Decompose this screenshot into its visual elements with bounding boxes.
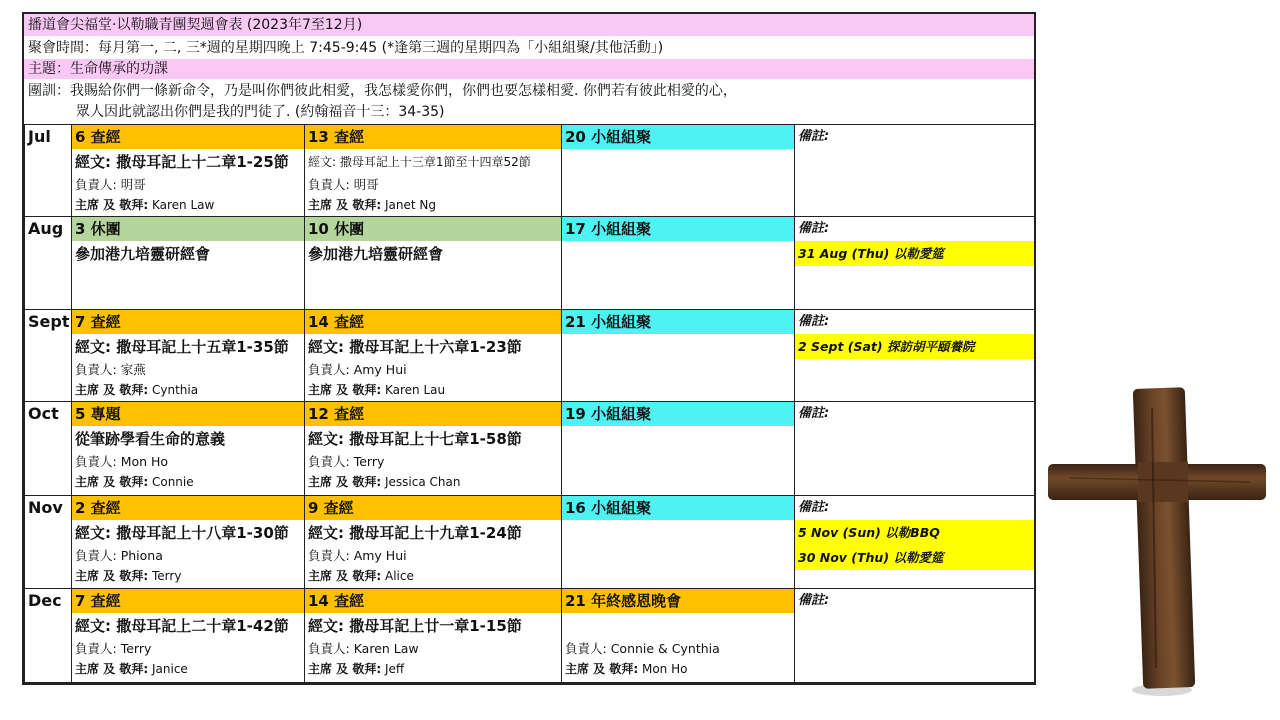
month-label: Sept — [25, 309, 72, 401]
meeting-date-topic: 21 年終感恩晚會 — [562, 589, 794, 613]
leader-line — [305, 639, 561, 659]
meeting-cell — [305, 495, 562, 589]
scripture-passage: 經文: 撒母耳記上廿一章1-15節 — [308, 617, 522, 636]
leader-name: Terry — [353, 454, 385, 470]
meeting-date-topic: 21 小組組聚 — [562, 310, 794, 334]
scripture-passage: 經文: 撒母耳記上二十章1-42節 — [75, 617, 289, 636]
notes-label: 備註: — [798, 406, 830, 422]
notes-cell — [795, 589, 1035, 683]
chair-worship-line — [72, 380, 304, 400]
leader-line — [72, 639, 304, 659]
meeting-date-topic: 14 查經 — [305, 589, 561, 613]
chair-worship-line — [562, 659, 794, 679]
chair-name: Mon Ho — [641, 662, 688, 677]
meeting-date-topic: 19 小組組聚 — [562, 402, 794, 426]
notes-label: 備註: — [798, 499, 830, 515]
schedule-sheet — [22, 12, 1036, 685]
meeting-cell — [305, 217, 562, 309]
meeting-cell — [562, 217, 795, 309]
meeting-cell — [305, 309, 562, 401]
chair-name: Karen Lau — [384, 382, 446, 397]
meeting-cell — [305, 589, 562, 683]
note-item: 30 Nov (Thu) 以勒愛筵 — [795, 545, 1034, 570]
chair-worship-line — [305, 566, 561, 586]
meeting-cell — [562, 125, 795, 217]
month-label: Aug — [25, 217, 72, 309]
meeting-cell — [305, 125, 562, 217]
chair-label: 主席 及 敬拜: — [308, 568, 382, 583]
notes-cell — [795, 309, 1035, 401]
meeting-cell — [305, 402, 562, 496]
scripture-passage: 經文: 撒母耳記上十八章1-30節 — [75, 523, 289, 542]
chair-name: Jessica Chan — [384, 475, 461, 490]
chair-label: 主席 及 敬拜: — [308, 662, 382, 677]
chair-label: 主席 及 敬拜: — [75, 198, 149, 212]
chair-worship-line — [72, 195, 304, 215]
leader-line — [305, 175, 561, 195]
schedule-table — [24, 124, 1035, 683]
meeting-time: 聚會時間：每月第一, 二, 三*週的星期四晚上 7:45-9:45 (*逢第三週的星期四為「小組組聚/其他活動」) — [28, 40, 664, 56]
leader-name: Amy Hui — [353, 361, 407, 377]
chair-worship-line — [72, 566, 304, 586]
notes-cell — [795, 495, 1035, 589]
month-label: Jul — [25, 125, 72, 217]
meeting-cell — [72, 217, 305, 309]
notes-cell — [795, 217, 1035, 309]
chair-worship-line — [305, 195, 561, 215]
chair-label: 主席 及 敬拜: — [75, 382, 149, 397]
leader-line — [305, 546, 561, 566]
leader-label: 負責人: — [308, 547, 350, 563]
meeting-date-topic: 6 查經 — [72, 125, 304, 149]
meeting-cell — [72, 402, 305, 496]
meeting-cell — [72, 495, 305, 589]
chair-label: 主席 及 敬拜: — [75, 475, 149, 490]
leader-label: 負責人: — [308, 177, 350, 192]
meeting-date-topic: 12 查經 — [305, 402, 561, 426]
theme: 主題：生命傳承的功課 — [24, 59, 1034, 79]
notes-label: 備註: — [798, 313, 830, 329]
month-label: Oct — [25, 402, 72, 496]
month-label: Dec — [25, 589, 72, 683]
motto-line-1: 團訓：我賜給你們一條新命令，乃是叫你們彼此相愛，我怎樣愛你們，你們也要怎樣相愛. 你們若有彼此相愛的心， — [28, 83, 737, 99]
chair-label: 主席 及 敬拜: — [308, 475, 382, 490]
chair-name: Cynthia — [151, 382, 199, 397]
leader-line — [72, 452, 304, 472]
meeting-cell — [72, 125, 305, 217]
notes-cell — [795, 125, 1035, 217]
scripture-passage: 經文: 撒母耳記上十七章1-58節 — [308, 430, 522, 449]
meeting-cell — [562, 495, 795, 589]
wooden-cross-image — [1040, 378, 1280, 698]
schedule-title: 播道會尖福堂·以勒職青團契週會表 (2023年7至12月) — [24, 14, 1034, 36]
leader-line — [305, 360, 561, 380]
scripture-passage: 經文: 撒母耳記上十六章1-23節 — [308, 337, 522, 356]
leader-name: Connie & Cynthia — [610, 641, 720, 657]
leader-label: 負責人: — [308, 641, 350, 657]
notes-cell — [795, 402, 1035, 496]
chair-worship-line — [305, 659, 561, 679]
scripture-passage: 參加港九培靈研經會 — [75, 245, 211, 264]
meeting-cell — [562, 402, 795, 496]
leader-name: Amy Hui — [353, 547, 407, 563]
chair-label: 主席 及 敬拜: — [308, 382, 382, 397]
meeting-date-topic: 10 休團 — [305, 217, 561, 241]
month-row-jul — [25, 125, 1035, 217]
chair-name: Janet Ng — [384, 198, 436, 212]
month-label: Nov — [25, 495, 72, 589]
chair-worship-line — [305, 472, 561, 492]
meeting-date-topic: 5 專題 — [72, 402, 304, 426]
leader-line — [72, 360, 304, 380]
meeting-date-topic: 7 查經 — [72, 589, 304, 613]
month-row-dec — [25, 589, 1035, 683]
leader-label: 負責人: — [75, 547, 117, 563]
leader-label: 負責人: — [565, 641, 607, 657]
month-row-oct — [25, 402, 1035, 496]
chair-name: Janice — [151, 662, 188, 677]
chair-name: Jeff — [384, 662, 405, 677]
notes-label: 備註: — [798, 221, 830, 237]
leader-label: 負責人: — [75, 361, 117, 377]
leader-label: 負責人: — [308, 454, 350, 470]
meeting-date-topic: 9 查經 — [305, 496, 561, 520]
notes-label: 備註: — [798, 593, 830, 609]
leader-name: 家燕 — [120, 361, 146, 377]
chair-worship-line — [72, 472, 304, 492]
scripture-passage: 經文: 撒母耳記上十三章1節至十四章52節 — [308, 155, 531, 169]
chair-worship-line — [305, 380, 561, 400]
leader-label: 負責人: — [75, 641, 117, 657]
motto-line-2: 眾人因此就認出你們是我的門徒了. (約翰福音十三：34-35) — [76, 104, 445, 120]
leader-label: 負責人: — [75, 454, 117, 470]
month-row-nov — [25, 495, 1035, 589]
leader-name: 明哥 — [353, 177, 379, 192]
meeting-date-topic: 7 查經 — [72, 310, 304, 334]
chair-name: Terry — [151, 568, 182, 583]
chair-name: Karen Law — [151, 198, 215, 212]
note-item: 2 Sept (Sat) 探訪胡平頤養院 — [795, 334, 1034, 359]
chair-name: Alice — [384, 568, 414, 583]
leader-name: 明哥 — [120, 177, 146, 192]
chair-label: 主席 及 敬拜: — [565, 662, 639, 677]
leader-name: Mon Ho — [120, 454, 169, 470]
chair-name: Connie — [151, 475, 194, 490]
note-item: 31 Aug (Thu) 以勒愛筵 — [795, 241, 1034, 266]
meeting-cell — [562, 589, 795, 683]
month-row-aug — [25, 217, 1035, 309]
chair-label: 主席 及 敬拜: — [308, 198, 382, 212]
meeting-cell — [562, 309, 795, 401]
leader-line — [562, 639, 794, 659]
chair-label: 主席 及 敬拜: — [75, 568, 149, 583]
leader-name: Terry — [120, 641, 152, 657]
scripture-passage: 參加港九培靈研經會 — [308, 245, 444, 264]
scripture-passage: 從筆跡學看生命的意義 — [75, 430, 226, 449]
meeting-date-topic: 3 休團 — [72, 217, 304, 241]
chair-worship-line — [72, 659, 304, 679]
meeting-cell — [72, 589, 305, 683]
meeting-date-topic: 2 查經 — [72, 496, 304, 520]
meeting-date-topic: 13 查經 — [305, 125, 561, 149]
meeting-date-topic: 20 小組組聚 — [562, 125, 794, 149]
scripture-passage: 經文: 撒母耳記上十九章1-24節 — [308, 523, 522, 542]
spacer — [562, 613, 794, 639]
note-item: 5 Nov (Sun) 以勒BBQ — [795, 520, 1034, 545]
leader-name: Phiona — [120, 547, 163, 563]
leader-label: 負責人: — [75, 177, 117, 192]
meeting-date-topic: 14 查經 — [305, 310, 561, 334]
leader-line — [72, 546, 304, 566]
scripture-passage: 經文: 撒母耳記上十五章1-35節 — [75, 337, 289, 356]
chair-label: 主席 及 敬拜: — [75, 662, 149, 677]
leader-line — [72, 175, 304, 195]
meeting-date-topic: 16 小組組聚 — [562, 496, 794, 520]
leader-line — [305, 452, 561, 472]
scripture-passage: 經文: 撒母耳記上十二章1-25節 — [75, 153, 289, 171]
meeting-date-topic: 17 小組組聚 — [562, 217, 794, 241]
leader-label: 負責人: — [308, 361, 350, 377]
leader-name: Karen Law — [353, 641, 419, 657]
meeting-cell — [72, 309, 305, 401]
month-row-sept — [25, 309, 1035, 401]
notes-label: 備註: — [798, 129, 830, 144]
